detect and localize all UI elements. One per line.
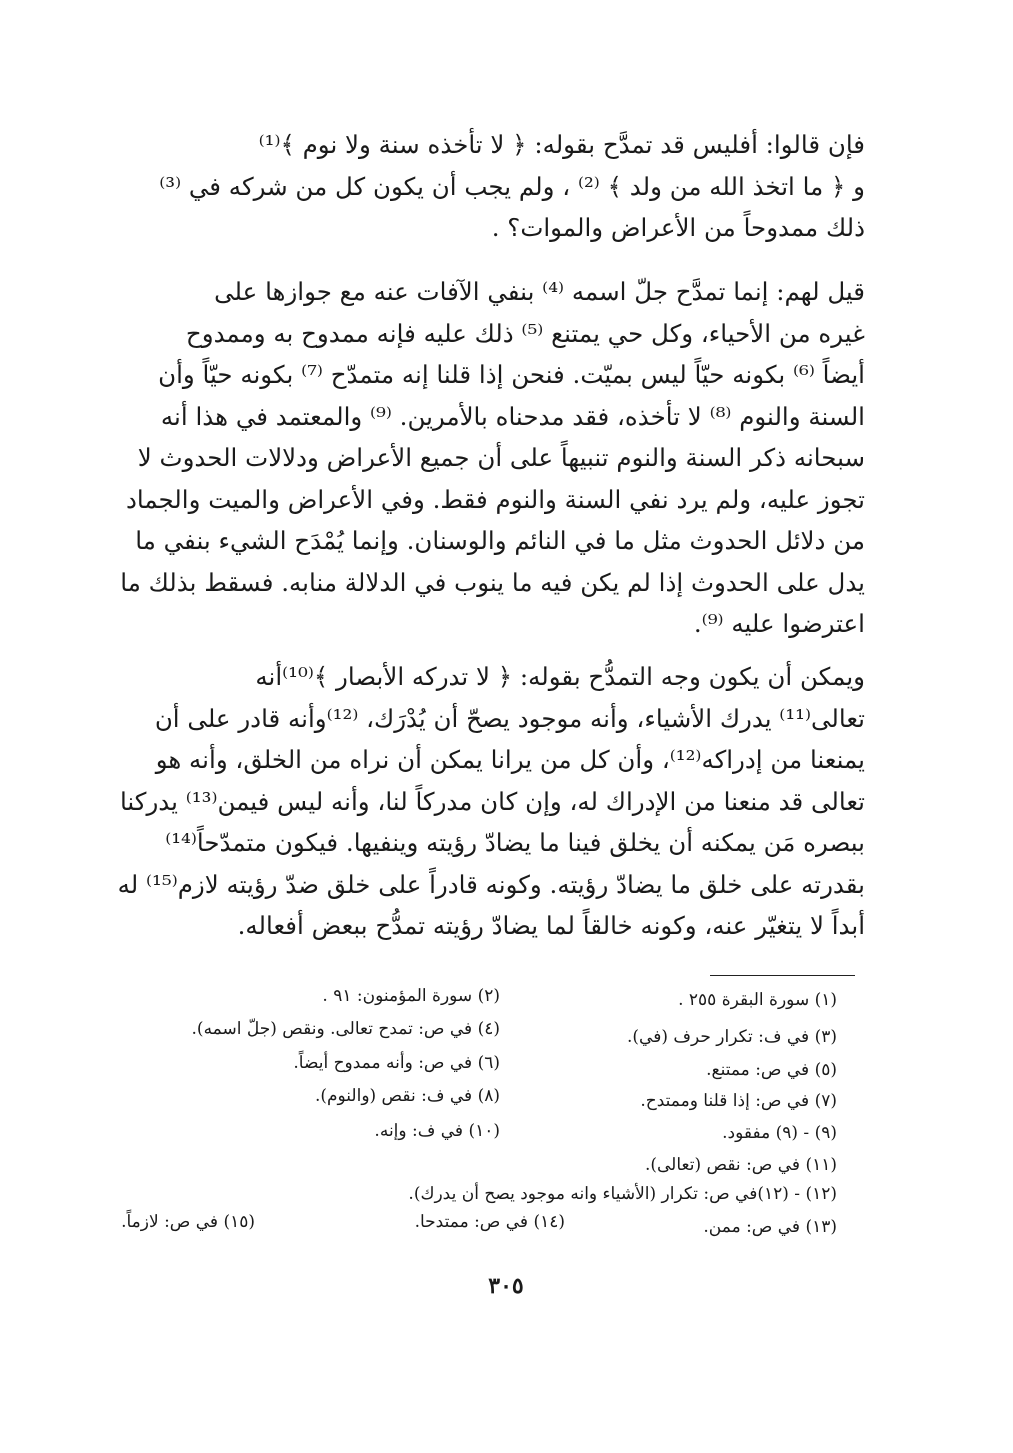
paragraph-line: تعالى قد منعنا من الإدراك له، وإن كان مدركاً لنا، وأنه ليس فيمن⁽¹³⁾ يدركنا <box>119 786 865 816</box>
footnote-separator <box>710 975 855 976</box>
footnote-7: (٧) في ص: إذا قلنا وممتدح. <box>640 1091 837 1111</box>
footnote-3: (٣) في ف: تكرار حرف (في). <box>627 1027 837 1047</box>
footnote-11: (١١) في ص: نقص (تعالى). <box>644 1155 837 1175</box>
page-number: ٣٠٥ <box>488 1273 524 1299</box>
paragraph-line: السنة والنوم ⁽⁸⁾ لا تأخذه، فقد مدحناه بالأمرين. ⁽⁹⁾ والمعتمد في هذا أنه <box>160 401 865 431</box>
paragraph-objection <box>160 124 865 249</box>
paragraph-line: سبحانه ذكر السنة والنوم تنبيهاً على أن جميع الأعراض ودلالات الحدوث لا <box>137 443 865 472</box>
footnote-13: (١٣) في ص: ممن. <box>703 1217 837 1237</box>
footnote-14: (١٤) في ص: ممتدحا. <box>414 1212 565 1232</box>
footnote-2: (٢) سورة المؤمنون: ٩١ . <box>322 986 500 1006</box>
footnote-8: (٨) في ف: نقص (والنوم). <box>314 1086 500 1106</box>
paragraph-line: أبداً لا يتغيّر عنه، وكونه خالقاً لما يضادّ رؤيته تمدُّح ببعض أفعاله. <box>237 911 865 940</box>
paragraph-line: أيضاً ⁽⁶⁾ بكونه حيّاً ليس بميّت. فنحن إذا قلنا إنه متمدّح ⁽⁷⁾ بكونه حيّاً وأن <box>158 360 865 389</box>
footnote-1: (١) سورة البقرة ٢٥٥ . <box>678 990 837 1010</box>
paragraph-line: من دلائل الحدوث مثل ما في النائم والوسنان. وإنما يُمْدَح الشيء بنفي ما <box>135 526 865 555</box>
footnote-9: (٩) - (٩) مفقود. <box>722 1123 837 1143</box>
paragraph-line: يمنعنا من إدراكه⁽¹²⁾، وأن كل من يرانا يمكن أن نراه من الخلق، وأنه هو <box>155 745 865 774</box>
paragraph-line: فإن قالوا: أفليس قد تمدَّح بقوله: ﴿ لا تأخذه سنة ولا نوم ﴾⁽¹⁾ <box>258 130 865 159</box>
footnote-5: (٥) في ص: ممتنع. <box>706 1060 837 1080</box>
paragraph-line: تجوز عليه، ولم يرد نفي السنة والنوم فقط. وفي الأعراض والميت والجماد <box>125 484 865 514</box>
paragraph-line: ويمكن أن يكون وجه التمدُّح بقوله: ﴿ لا تدركه الأبصار ﴾⁽¹⁰⁾أنه <box>255 662 865 691</box>
paragraph-line: قيل لهم: إنما تمدَّح جلّ اسمه ⁽⁴⁾ بنفي الآفات عنه مع جوازها على <box>214 277 865 306</box>
paragraph-line: تعالى⁽¹¹⁾ يدرك الأشياء، وأنه موجود يصحّ أن يُدْرَك، ⁽¹²⁾وأنه قادر على أن <box>154 703 865 733</box>
paragraph-line: يدل على الحدوث إذا لم يكن فيه ما ينوب في الدلالة منابه. فسقط بذلك ما <box>120 567 865 597</box>
paragraph-vision-argument <box>117 656 865 947</box>
paragraph-response <box>120 271 865 645</box>
footnote-6: (٦) في ص: وأنه ممدوح أيضاً. <box>293 1053 500 1073</box>
footnote-15: (١٥) في ص: لازماً. <box>121 1212 255 1232</box>
paragraph-line: بقدرته على خلق ما يضادّ رؤيته. وكونه قادراً على خلق ضدّ رؤيته لازم⁽¹⁵⁾ له <box>117 869 865 899</box>
footnote-4: (٤) في ص: تمدح تعالى. ونقص (جلّ اسمه). <box>191 1019 500 1039</box>
footnote-10: (١٠) في ف: وإنه. <box>374 1121 500 1141</box>
paragraph-line: و ﴿ ما اتخذ الله من ولد ﴾ ⁽²⁾ ، ولم يجب أن يكون كل من شركه في ⁽³⁾ <box>159 171 865 201</box>
footnote-12: (١٢) - (١٢)في ص: تكرار (الأشياء وانه موجود يصح أن يدرك). <box>408 1184 837 1204</box>
paragraph-line: ببصره مَن يمكنه أن يخلق فينا ما يضادّ رؤيته وينفيها. فيكون متمدّحاً⁽¹⁴⁾ <box>165 828 865 857</box>
paragraph-line: ذلك ممدوحاً من الأعراض والموات؟ . <box>491 213 865 242</box>
paragraph-line: غيره من الأحياء، وكل حي يمتنع ⁽⁵⁾ ذلك عليه فإنه ممدوح به وممدوح <box>185 318 865 348</box>
paragraph-line: اعترضوا عليه ⁽⁹⁾. <box>693 609 865 638</box>
